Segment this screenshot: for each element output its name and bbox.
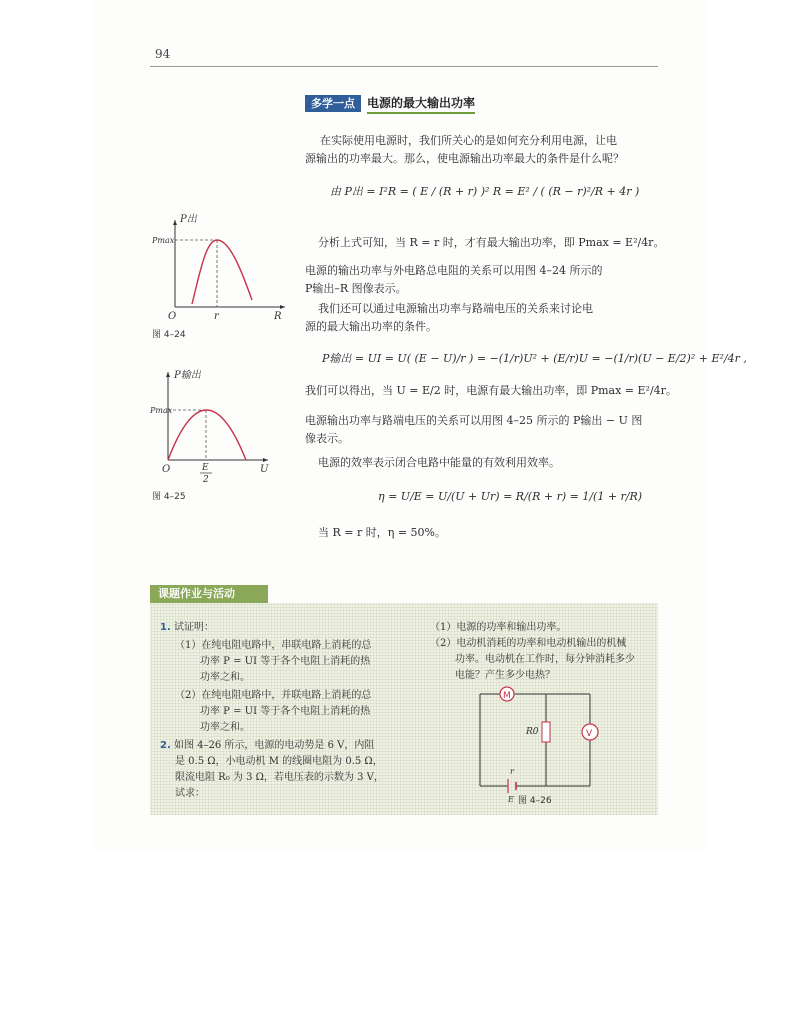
y-axis-arrow: [173, 220, 177, 225]
figure-4-25: [150, 368, 290, 486]
homework-banner: 课题作业与活动: [150, 585, 268, 603]
header-rule: [150, 66, 658, 67]
figure-caption: 图 4–25: [152, 492, 186, 502]
internal-resistance-label: r: [510, 767, 514, 776]
origin-label: O: [168, 311, 177, 322]
question-1: [160, 620, 214, 636]
section-tag: 多学一点: [305, 95, 361, 112]
paragraph-line: 源的最大输出功率的条件。: [305, 320, 437, 333]
paragraph-line: 电源的效率表示闭合电路中能量的有效利用效率。: [318, 456, 560, 469]
figure-4-24: [150, 212, 290, 327]
x-axis-label: R: [274, 311, 282, 322]
question-number: 2.: [160, 740, 171, 751]
figure-caption: 图 4–26: [518, 796, 552, 806]
paragraph-line: 像表示。: [305, 432, 349, 445]
question-line: 功率。电动机在工作时，每分钟消耗多少: [455, 654, 635, 665]
paragraph-line: 电源输出功率与路端电压的关系可以用图 4–25 所示的 P输出 − U 图: [305, 414, 643, 427]
question-2: [160, 738, 374, 754]
peak-x-numerator: E: [202, 463, 209, 473]
paragraph-line: 电源的输出功率与外电路总电阻的关系可以用图 4–24 所示的: [305, 264, 603, 277]
question-line: 功率 P = UI 等于各个电阻上消耗的热: [200, 656, 371, 667]
question-line: 是 0.5 Ω，小电动机 M 的线圈电阻为 0.5 Ω，: [175, 756, 383, 767]
question-line: 电能？产生多少电热？: [455, 670, 555, 681]
y-axis-label: P出: [180, 214, 197, 225]
section-heading: [305, 95, 475, 112]
x-axis-arrow: [280, 305, 285, 309]
power-voltage-curve: [168, 410, 246, 460]
equation-output-power: 由 P出 = I²R = ( E / (R + r) )² R = E² / ( (R − r)²/R + 4r ): [330, 185, 640, 198]
paragraph-line: 当 R = r 时，η = 50%。: [318, 526, 446, 539]
x-axis-arrow: [263, 458, 268, 462]
y-axis-arrow: [166, 372, 170, 377]
y-axis-label: P输出: [174, 370, 201, 381]
question-text: 试证明：: [173, 622, 214, 633]
resistor-label: R0: [526, 727, 539, 737]
peak-x-denominator: 2: [203, 475, 209, 485]
figure-caption: 图 4–24: [152, 330, 186, 340]
question-line: 试求：: [175, 788, 205, 799]
peak-y-label: Pmax: [152, 236, 175, 245]
emf-label: E: [508, 795, 514, 804]
paragraph-line: 我们还可以通过电源输出功率与路端电压的关系来讨论电: [318, 302, 593, 315]
paragraph-line: 分析上式可知，当 R = r 时，才有最大输出功率，即 Pmax = E²/4r。: [318, 236, 665, 249]
paragraph-line: 我们可以得出，当 U = E/2 时，电源有最大输出功率，即 Pmax = E²/4r。: [305, 384, 677, 397]
peak-x-label: r: [214, 311, 219, 322]
motor-label: M: [503, 691, 511, 701]
question-line: （1）电源的功率和输出功率。: [430, 622, 567, 633]
power-resistance-curve: [192, 240, 252, 304]
question-line: 功率 P = UI 等于各个电阻上消耗的热: [200, 706, 371, 717]
question-line: 功率之和。: [200, 722, 250, 733]
question-number: 1.: [160, 622, 171, 633]
equation-efficiency: η = U/E = U/(U + Ur) = R/(R + r) = 1/(1 + r/R): [378, 490, 643, 503]
circuit-diagram: [470, 684, 620, 804]
voltmeter-label: V: [586, 729, 593, 739]
question-line: （1）在纯电阻电路中，串联电路上消耗的总: [175, 640, 372, 651]
equation-voltage-power: P输出 = UI = U( (E − U)/r ) = −(1/r)U² + (E/r)U = −(1/r)(U − E/2)² + E²/4r ,: [322, 352, 747, 365]
origin-label: O: [162, 464, 171, 475]
question-text: 如图 4–26 所示，电源的电动势是 6 V，内阻: [173, 740, 375, 751]
question-line: （2）在纯电阻电路中，并联电路上消耗的总: [175, 690, 372, 701]
resistor-symbol: [542, 722, 550, 742]
page-number: 94: [155, 47, 171, 61]
paragraph-line: 源输出的功率最大。那么，使电源输出功率最大的条件是什么呢？: [305, 152, 624, 165]
paragraph-line: P输出–R 图像表示。: [305, 282, 407, 295]
section-title: 电源的最大输出功率: [367, 94, 475, 114]
question-line: （2）电动机消耗的功率和电动机输出的机械: [430, 638, 627, 649]
question-line: 限流电阻 R₀ 为 3 Ω，若电压表的示数为 3 V，: [175, 772, 384, 783]
paragraph-line: 在实际使用电源时，我们所关心的是如何充分利用电源，让电: [320, 134, 617, 147]
peak-y-label: Pmax: [150, 406, 173, 415]
x-axis-label: U: [260, 464, 269, 475]
question-line: 功率之和。: [200, 672, 250, 683]
